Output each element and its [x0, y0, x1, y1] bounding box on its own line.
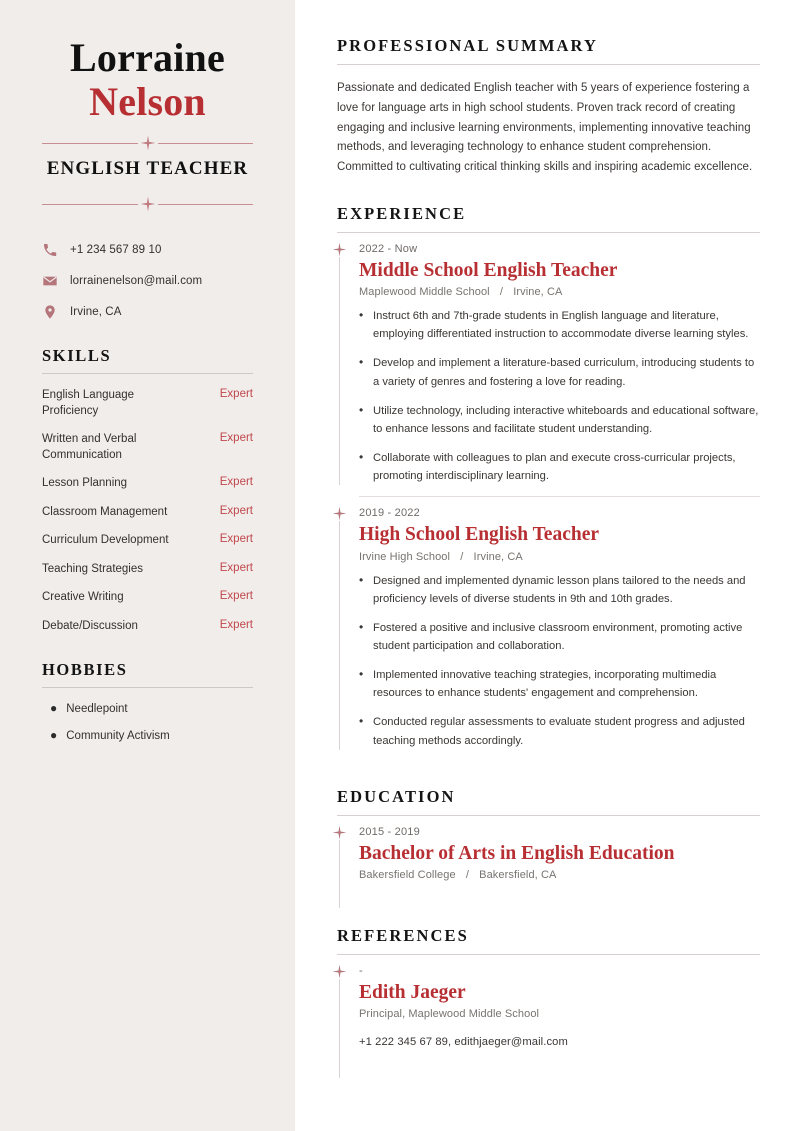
divider-line-right: [158, 143, 254, 144]
reference-date: -: [359, 965, 363, 978]
contact-row-email[interactable]: [42, 273, 253, 289]
education-entry: [337, 816, 760, 908]
list-item: [50, 702, 253, 715]
timeline-line: [339, 840, 340, 908]
entry-organization: Maplewood Middle School: [359, 286, 490, 299]
envelope-icon: [42, 273, 58, 289]
skill-level: Expert: [219, 432, 253, 445]
bullet-item: • Fostered a positive and inclusive classroom environment, promoting active student participation and collaboration.: [359, 619, 760, 655]
entry-location: Bakersfield, CA: [479, 869, 557, 882]
skill-row: [42, 619, 253, 635]
references-timeline: [337, 955, 760, 1078]
entry-location: Irvine, CA: [513, 286, 563, 299]
skill-level: Expert: [219, 533, 253, 546]
entry-bullets: [359, 572, 760, 750]
divider-line-left: [42, 204, 138, 205]
bullet-item: • Instruct 6th and 7th-grade students in English language and literature, employing differentiated instruction to accommodate diverse learning styles.: [359, 307, 760, 343]
summary-heading: PROFESSIONAL SUMMARY: [337, 36, 598, 55]
professional-summary-section: [337, 36, 760, 178]
entry-date: 2022 - Now: [359, 242, 418, 255]
sparkle-icon: [332, 964, 347, 979]
entry-bullets: [359, 307, 760, 485]
list-item: [50, 729, 253, 742]
bullet-item: • Collaborate with colleagues to plan and execute cross-curricular projects, promoting interdisciplinary learning.: [359, 449, 760, 485]
skill-name: English Language Proficiency: [42, 389, 135, 417]
bullet-item: • Conducted regular assessments to evaluate student progress and adjusted teaching methods accordingly.: [359, 713, 760, 749]
skills-section: [42, 346, 253, 634]
reference-name: Edith Jaeger: [359, 982, 466, 1004]
name-block: [42, 36, 253, 125]
phone-number: +1 234 567 89 10: [70, 244, 162, 257]
phone-icon: [42, 242, 58, 258]
spacer: [337, 761, 760, 787]
skill-row: [42, 505, 253, 521]
education-heading: EDUCATION: [337, 786, 456, 806]
entry-separator: /: [460, 550, 464, 563]
map-pin-icon: [42, 304, 58, 320]
bullet-item: • Implemented innovative teaching strategies, incorporating multimedia resources to enhance students' engagement and comprehension.: [359, 666, 760, 702]
experience-entry: [337, 497, 760, 749]
contact-row-phone[interactable]: [42, 242, 253, 258]
sparkle-divider-bottom: [42, 196, 253, 212]
hobby-label: Needlepoint: [66, 703, 128, 716]
hobbies-heading: HOBBIES: [42, 660, 128, 680]
skill-row: [42, 562, 253, 578]
reference-entry: [337, 955, 760, 1078]
education-section: [337, 787, 760, 908]
hobbies-section: [42, 660, 253, 742]
contact-list: [42, 242, 253, 320]
timeline-line: [339, 521, 340, 749]
experience-timeline: [337, 233, 760, 750]
hobbies-heading-rule: [42, 687, 253, 688]
experience-section: [337, 204, 760, 750]
divider-line-left: [42, 143, 138, 144]
skill-name: Teaching Strategies: [42, 562, 144, 575]
first-name: Lorraine: [70, 35, 225, 80]
email-address: lorrainenelson@mail.com: [70, 275, 203, 288]
last-name: Nelson: [89, 79, 206, 125]
skills-heading: SKILLS: [42, 346, 112, 366]
timeline-line: [339, 257, 340, 485]
skill-level: Expert: [219, 561, 253, 574]
skill-name: Curriculum Development: [42, 534, 169, 547]
contact-row-location[interactable]: [42, 304, 253, 320]
reference-role: Principal, Maplewood Middle School: [359, 1008, 540, 1021]
skill-row: [42, 432, 253, 463]
location-text: Irvine, CA: [70, 306, 122, 319]
hobbies-list: [42, 702, 253, 742]
skill-level: Expert: [219, 476, 253, 489]
skill-name: Classroom Management: [42, 505, 168, 518]
bullet-item: • Designed and implemented dynamic lesson plans tailored to the needs and proficiency levels of diverse students in 9th and 10th grades.: [359, 572, 760, 608]
skills-heading-rule: [42, 373, 253, 374]
education-timeline: [337, 816, 760, 908]
skill-level: Expert: [219, 504, 253, 517]
skill-row: [42, 388, 253, 419]
entry-title: High School English Teacher: [359, 524, 600, 546]
skill-name: Written and Verbal Communication: [42, 433, 137, 461]
references-section: [337, 926, 760, 1078]
hobby-label: Community Activism: [66, 730, 170, 743]
reference-contact: +1 222 345 67 89, edithjaeger@mail.com: [359, 1036, 568, 1049]
entry-title: Middle School English Teacher: [359, 259, 618, 281]
skill-row: [42, 476, 253, 492]
entry-meta: [359, 286, 760, 307]
page-title: ENGLISH TEACHER: [46, 158, 249, 180]
entry-date: 2019 - 2022: [359, 507, 420, 520]
main-content: [295, 0, 800, 1131]
sparkle-icon: [332, 506, 347, 521]
sparkle-divider-top: [42, 135, 253, 151]
experience-entry: [337, 233, 760, 485]
timeline-line: [339, 979, 340, 1078]
entry-title: Bachelor of Arts in English Education: [359, 842, 675, 864]
entry-location: Irvine, CA: [473, 550, 523, 563]
sparkle-icon: [140, 135, 156, 151]
skill-level: Expert: [219, 590, 253, 603]
entry-date: 2015 - 2019: [359, 825, 420, 838]
sidebar: [0, 0, 295, 1131]
skill-name: Debate/Discussion: [42, 619, 138, 632]
summary-text: Passionate and dedicated English teacher with 5 years of experience fostering a love for language arts in high school students. Proven track record of creating engaging and inclusive learning environments, implementing innovative teaching methods, and leveraging technology to enhance student comprehension. Committed to cultivating critical thinking skills and inspiring academic excellence.: [337, 82, 753, 174]
entry-organization: Bakersfield College: [359, 869, 456, 882]
entry-separator: /: [499, 286, 504, 299]
skill-level: Expert: [219, 618, 253, 631]
skill-row: [42, 533, 253, 549]
entry-meta: [359, 551, 760, 572]
sparkle-icon: [332, 825, 347, 840]
skill-level: Expert: [219, 388, 253, 401]
bullet-item: • Develop and implement a literature-based curriculum, introducing students to a variety of genres and fostering a love for reading.: [359, 354, 760, 390]
sparkle-icon: [332, 242, 347, 257]
entry-organization: Irvine High School: [359, 550, 451, 563]
divider-line-right: [158, 204, 254, 205]
bullet-icon: ●: [50, 728, 58, 743]
bullet-icon: ●: [50, 701, 58, 716]
experience-heading: EXPERIENCE: [337, 203, 467, 223]
spacer: [337, 178, 760, 204]
sparkle-icon: [140, 196, 156, 212]
skills-list: [42, 388, 253, 634]
spacer: [337, 908, 760, 926]
references-heading: REFERENCES: [337, 926, 469, 946]
skill-row: [42, 590, 253, 606]
bullet-item: • Utilize technology, including interactive whiteboards and educational software, to enhance lessons and facilitate student understanding.: [359, 402, 760, 438]
skill-name: Creative Writing: [42, 591, 124, 604]
entry-meta: [359, 869, 760, 890]
skill-name: Lesson Planning: [42, 477, 128, 490]
entry-separator: /: [465, 869, 469, 882]
